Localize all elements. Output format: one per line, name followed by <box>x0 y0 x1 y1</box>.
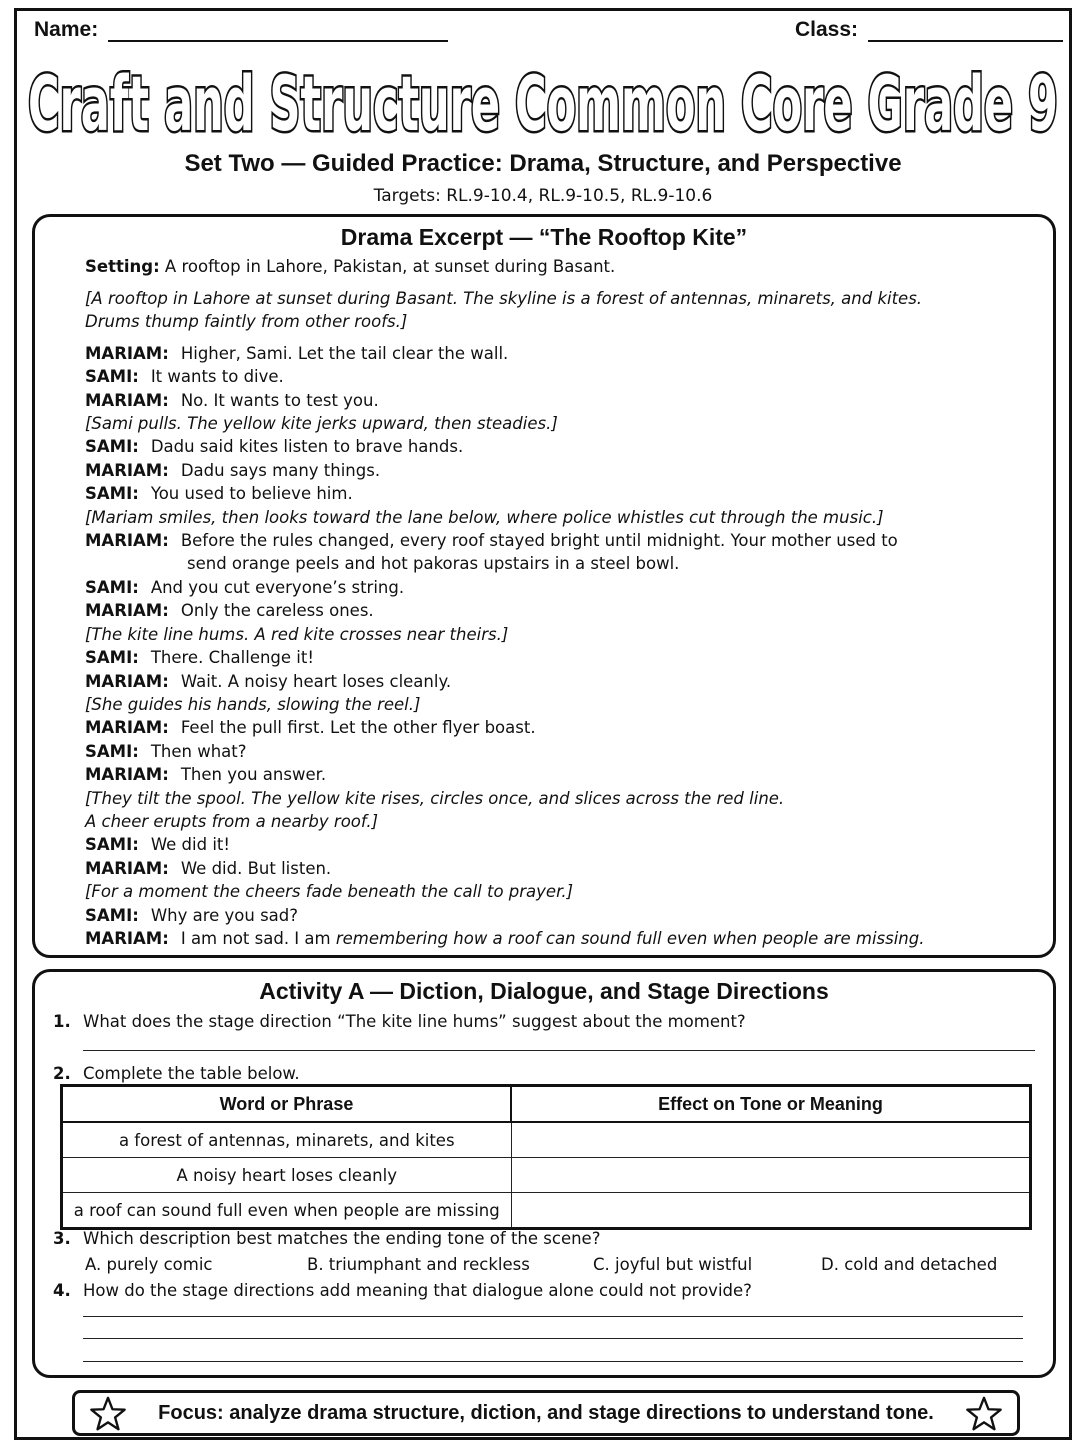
word-effect-table <box>60 1084 1032 1230</box>
speaker-name: MARIAM: <box>85 460 169 480</box>
dialogue-text <box>181 529 898 552</box>
dialogue-line <box>85 716 1005 739</box>
dialogue-text <box>181 763 326 786</box>
dialogue-text <box>181 857 331 880</box>
speaker-name: SAMI: <box>85 835 139 855</box>
stage-direction: [Sami pulls. The yellow kite jerks upward, then steadies.] <box>85 414 558 434</box>
setting-text: A rooftop in Lahore, Pakistan, at sunset during Basant. <box>164 257 616 276</box>
question-number: 3. <box>53 1229 71 1248</box>
dialogue-text <box>181 927 925 950</box>
dialogue-line <box>85 576 1005 599</box>
dialogue-line <box>85 857 1005 880</box>
speaker-name: SAMI: <box>85 367 139 387</box>
speaker-name: SAMI: <box>85 437 139 457</box>
dialogue-text-plain: We did. But listen. <box>180 858 332 878</box>
class-field <box>795 18 1063 42</box>
column-header: Effect on Tone or Meaning <box>511 1086 1031 1123</box>
dialogue-line <box>85 833 1005 856</box>
stage-direction: [A rooftop in Lahore at sunset during Basant. The skyline is a forest of antennas, minarets, and kites. <box>85 289 923 308</box>
activity-box <box>32 969 1056 1378</box>
question-text: Which description best matches the ending tone of the scene? <box>83 1229 601 1248</box>
drama-title: Drama Excerpt — “The Rooftop Kite” <box>340 224 748 250</box>
dialogue-continuation: send orange peels and hot pakoras upstairs in a steel bowl. <box>187 554 680 574</box>
dialogue-text-plain: It wants to dive. <box>150 367 284 387</box>
question-1 <box>53 1012 746 1031</box>
stage-direction: [Mariam smiles, then looks toward the lane below, where police whistles cut through the music.] <box>85 507 884 527</box>
class-input-line[interactable] <box>868 18 1063 42</box>
dialogue-line <box>85 389 1005 412</box>
answer-line[interactable] <box>83 1050 1035 1051</box>
stage-direction: Drums thump faintly from other roofs.] <box>85 312 408 332</box>
dialogue-line <box>85 482 1005 505</box>
effect-cell[interactable] <box>511 1193 1031 1229</box>
table-row <box>62 1122 1031 1158</box>
class-label: Class: <box>795 18 859 41</box>
table-row <box>62 1158 1031 1193</box>
dialogue-text-plain: And you cut everyone’s string. <box>150 577 405 597</box>
dialogue <box>85 342 1005 951</box>
speaker-name: SAMI: <box>85 577 139 597</box>
dialogue-text-plain: We did it! <box>150 835 231 855</box>
dialogue-text-plain: I am not sad. I am <box>180 928 336 948</box>
dialogue-line <box>85 763 1005 786</box>
choice-c[interactable]: C. joyful but wistful <box>593 1255 753 1274</box>
dialogue-text-plain: Then what? <box>150 741 247 761</box>
speaker-name: MARIAM: <box>85 671 169 691</box>
dialogue-text-plain: Wait. A noisy heart loses cleanly. <box>180 671 452 691</box>
dialogue-line <box>85 670 1005 693</box>
question-4 <box>53 1281 752 1300</box>
phrase-cell: A noisy heart loses cleanly <box>62 1158 512 1193</box>
question-text: What does the stage direction “The kite line hums” suggest about the moment? <box>83 1012 746 1031</box>
set-title: Set Two — Guided Practice: Drama, Structure, and Perspective <box>184 150 902 177</box>
speaker-name: MARIAM: <box>85 765 169 785</box>
answer-line[interactable] <box>83 1316 1023 1317</box>
dialogue-text-plain: Only the careless ones. <box>180 601 374 621</box>
speaker-name: MARIAM: <box>85 928 169 948</box>
name-label: Name: <box>34 18 99 41</box>
setting <box>85 257 615 276</box>
dialogue-text <box>151 482 353 505</box>
dialogue-text-plain: Why are you sad? <box>150 905 299 925</box>
phrase-cell: a roof can sound full even when people are missing <box>62 1193 512 1229</box>
dialogue-line <box>85 435 1005 458</box>
dialogue-line <box>85 342 1005 365</box>
speaker-name: MARIAM: <box>85 858 169 878</box>
dialogue-text <box>151 904 298 927</box>
question-2 <box>53 1064 300 1083</box>
drama-excerpt-box <box>32 214 1056 958</box>
dialogue-text <box>181 599 374 622</box>
speaker-name: MARIAM: <box>85 718 169 738</box>
speaker-name: SAMI: <box>85 484 139 504</box>
dialogue-text <box>151 833 230 856</box>
dialogue-text <box>181 389 379 412</box>
targets: Targets: RL.9-10.4, RL.9-10.5, RL.9-10.6 <box>373 186 713 206</box>
speaker-name: MARIAM: <box>85 531 169 551</box>
stage-direction: [For a moment the cheers fade beneath the call to prayer.] <box>85 882 574 902</box>
stage-direction: [They tilt the spool. The yellow kite rises, circles once, and slices across the red line. <box>85 788 785 808</box>
dialogue-text <box>151 646 314 669</box>
dialogue-text-plain: Before the rules changed, every roof stayed bright until midnight. Your mother used to <box>180 531 898 551</box>
choice-a[interactable]: A. purely comic <box>85 1255 213 1274</box>
dialogue-line <box>85 365 1005 388</box>
speaker-name: MARIAM: <box>85 343 169 363</box>
question-number: 1. <box>53 1012 71 1031</box>
dialogue-text-plain: Then you answer. <box>180 765 327 785</box>
star-icon <box>965 1395 1003 1433</box>
speaker-name: MARIAM: <box>85 601 169 621</box>
dialogue-text-plain: No. It wants to test you. <box>180 390 379 410</box>
effect-cell[interactable] <box>511 1122 1031 1158</box>
question-number: 2. <box>53 1064 71 1083</box>
speaker-name: SAMI: <box>85 648 139 668</box>
speaker-name: SAMI: <box>85 905 139 925</box>
answer-line[interactable] <box>83 1338 1023 1339</box>
focus-banner <box>72 1390 1020 1436</box>
effect-cell[interactable] <box>511 1158 1031 1193</box>
dialogue-text <box>151 435 463 458</box>
dialogue-text-plain: Dadu says many things. <box>180 460 381 480</box>
speaker-name: MARIAM: <box>85 390 169 410</box>
dialogue-text <box>181 716 536 739</box>
dialogue-text-plain: Feel the pull first. Let the other flyer boast. <box>180 718 536 738</box>
dialogue-line <box>85 927 1005 950</box>
question-text: Complete the table below. <box>83 1064 300 1083</box>
table-row <box>62 1193 1031 1229</box>
dialogue-text <box>151 576 404 599</box>
dialogue-line <box>85 459 1005 482</box>
dialogue-line <box>85 740 1005 763</box>
dialogue-text <box>181 459 380 482</box>
dialogue-line <box>85 529 1005 552</box>
dialogue-text-italic: remembering how a roof can sound full even when people are missing. <box>335 928 925 948</box>
column-header: Word or Phrase <box>62 1086 512 1123</box>
question-text: How do the stage directions add meaning that dialogue alone could not provide? <box>83 1281 752 1300</box>
dialogue-text-plain: Higher, Sami. Let the tail clear the wall. <box>180 343 509 363</box>
table-header-row <box>62 1086 1031 1123</box>
speaker-name: SAMI: <box>85 741 139 761</box>
dialogue-text-plain: You used to believe him. <box>150 484 353 504</box>
dialogue-text-plain: Dadu said kites listen to brave hands. <box>150 437 464 457</box>
dialogue-text <box>181 342 508 365</box>
dialogue-text <box>151 365 284 388</box>
worksheet-title <box>0 58 1086 150</box>
choice-d[interactable]: D. cold and detached <box>821 1255 998 1274</box>
question-number: 4. <box>53 1281 71 1300</box>
setting-label: Setting: <box>85 257 160 276</box>
focus-text: Focus: analyze drama structure, diction, and stage directions to understand tone. <box>158 1402 934 1424</box>
name-input-line[interactable] <box>108 18 448 42</box>
question-3 <box>53 1229 600 1248</box>
title-outline-text: Craft and Structure Common Core Grade 9 <box>28 59 1058 148</box>
activity-title: Activity A — Diction, Dialogue, and Stage Directions <box>259 978 829 1004</box>
dialogue-text <box>151 740 247 763</box>
dialogue-line <box>85 646 1005 669</box>
stage-direction: A cheer erupts from a nearby roof.] <box>85 811 379 831</box>
choice-b[interactable]: B. triumphant and reckless <box>307 1255 530 1274</box>
dialogue-line <box>85 904 1005 927</box>
dialogue-text-plain: There. Challenge it! <box>150 648 314 668</box>
stage-direction: [She guides his hands, slowing the reel.] <box>85 694 421 714</box>
name-field <box>34 18 448 42</box>
answer-line[interactable] <box>83 1361 1023 1362</box>
dialogue-text <box>181 670 451 693</box>
script <box>85 287 1005 950</box>
stage-direction: [The kite line hums. A red kite crosses near theirs.] <box>85 624 509 644</box>
dialogue-line <box>85 599 1005 622</box>
phrase-cell: a forest of antennas, minarets, and kites <box>62 1122 512 1158</box>
